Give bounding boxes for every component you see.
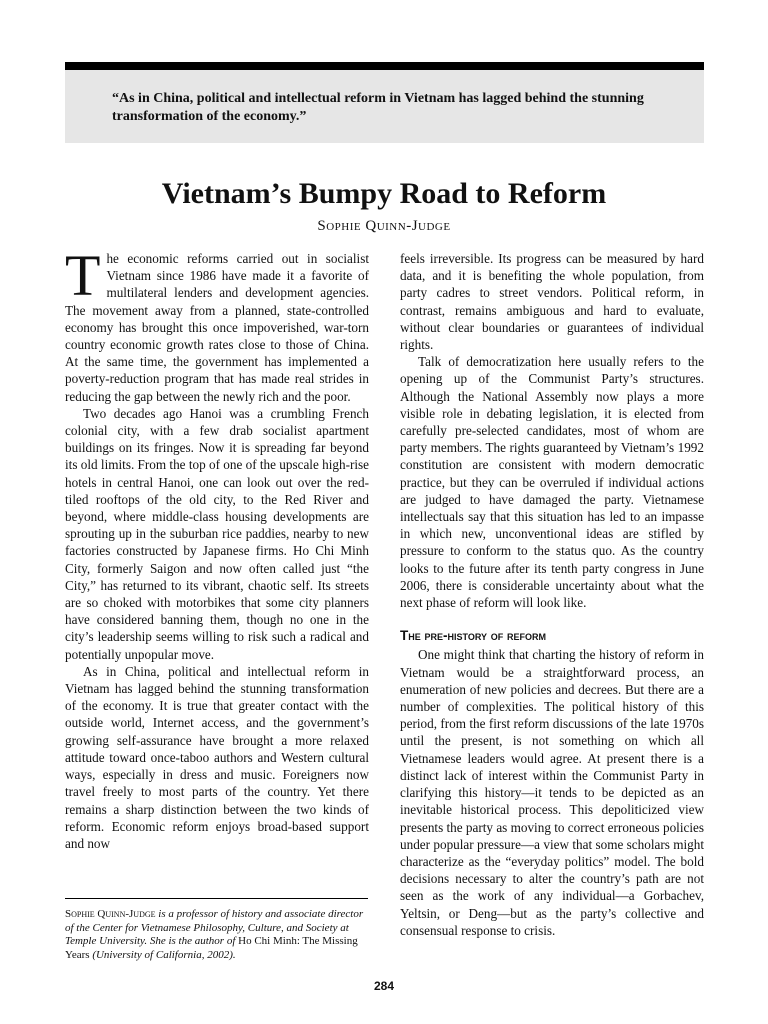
paragraph: One might think that charting the history of reform in Vietnam would be a straightforward process, an enumeration of new policies and decrees. But there are a number of complexities. The political history of this period, from the first reform discussions of the late 1970s until the present, is not something on which all Vietnamese leaders would agree. At present there is a distinct lack of interest within the Communist Party in clarifying this history—it tends to be depicted as an inevitable historical process. This depoliticized view presents the party as moving to correct erroneous policies under popular pressure—a view that some scholars might characterize as the “everyday politics” model. The bold decisions necessary to alter the country’s path are not seen as the work of any individual—a Gorbachev, Yeltsin, or Deng—but as the party’s collective and consensual response to crisis. (400, 647, 704, 938)
paragraph: feels irreversible. Its progress can be measured by hard data, and it is benefiting the whole population, from party cadres to street vendors. Political reform, in contrast, remains ambiguous and hard to evaluate, without clear boundaries or guarantees of individual rights. (400, 251, 704, 353)
author-footnote (65, 908, 368, 962)
top-rule (65, 62, 704, 70)
footnote-author-name: Sophie Quinn-Judge (65, 908, 156, 920)
paragraph-text: he economic reforms carried out in socialist Vietnam since 1986 have made it a favorite of multilateral lenders and development agencies. The movement away from a planned, state-controlled economy has brought this once impoverished, war-torn country economic growth rates close to those of China. At the same time, the government has implemented a poverty-reduction program that has made real strides in reducing the gap between the newly rich and the poor. (65, 251, 369, 404)
footnote-bio: is a professor of history and associate director of the Center for Vietnamese Philosophy, Culture, and Society at Temple University. She is the author of (65, 908, 364, 947)
article-title: Vietnam’s Bumpy Road to Reform (161, 177, 607, 210)
footnote-publisher: (University of California, 2002). (89, 948, 236, 961)
paragraph (65, 243, 369, 405)
paragraph: As in China, political and intellectual reform in Vietnam has lagged behind the stunning transformation of the economy. It is true that greater contact with the outside world, Internet access, and the government’s growing self-assurance have brought a more relaxed attitude toward once-taboo authors and Western cultural ways, especially in dress and music. Foreigners now travel freely to most parts of the country. Yet there remains a sharp distinction between the two kinds of reform. Economic reform enjoys broad-based support and now (65, 663, 369, 851)
drop-cap: T (65, 243, 101, 308)
pull-quote: “As in China, political and intellectual reform in Vietnam has lagged behind the stunning transformation of the economy.” (112, 91, 644, 124)
paragraph: Two decades ago Hanoi was a crumbling French colonial city, with a few drab socialist apartment buildings on its fringes. Now it is spreading far beyond its old limits. From the top of one of the upscale high-rise hotels in central Hanoi, one can look out over the red-tiled rooftops of the old city, to the Red River and beyond, where middle-class housing developments are sprouting up in the suburban rice paddies, nearby to new factories constructed by Japanese firms. Ho Chi Minh City, formerly Saigon and now often called just “the City,” has returned to its vibrant, chaotic self. Its streets are so choked with motorbikes that some city planners have considered banning them, though no one in the city’s leadership seems willing to risk such a radical and potentially unpopular move. (65, 405, 370, 662)
footnote-book-title: Ho Chi Minh: The Missing Years (65, 935, 358, 961)
footnote-rule (65, 898, 368, 899)
left-column (65, 243, 370, 852)
right-column (400, 250, 704, 939)
paragraph: Talk of democratization here usually refers to the opening up of the Communist Party’s structures. Although the National Assembly now plays a more visible role in debating legislation, it is elected from carefully pre-selected candidates, most of whom are party members. The rights guaranteed by Vietnam’s 1992 constitution are consistent with modern democratic practice, but they can be overruled if individual actions are judged to have damaged the party. Vietnamese intellectuals say that this situation has led to an impasse in which new, unconventional ideas are stifled by pressure to conform to the status quo. As the country looks to the future after its tenth party congress in June 2006, there is considerable uncertainty about what the next phase of reform will look like. (400, 354, 704, 611)
page-number: 284 (373, 979, 395, 993)
section-heading: The pre-history of reform (400, 628, 547, 644)
article-author: Sophie Quinn-Judge (317, 218, 451, 234)
